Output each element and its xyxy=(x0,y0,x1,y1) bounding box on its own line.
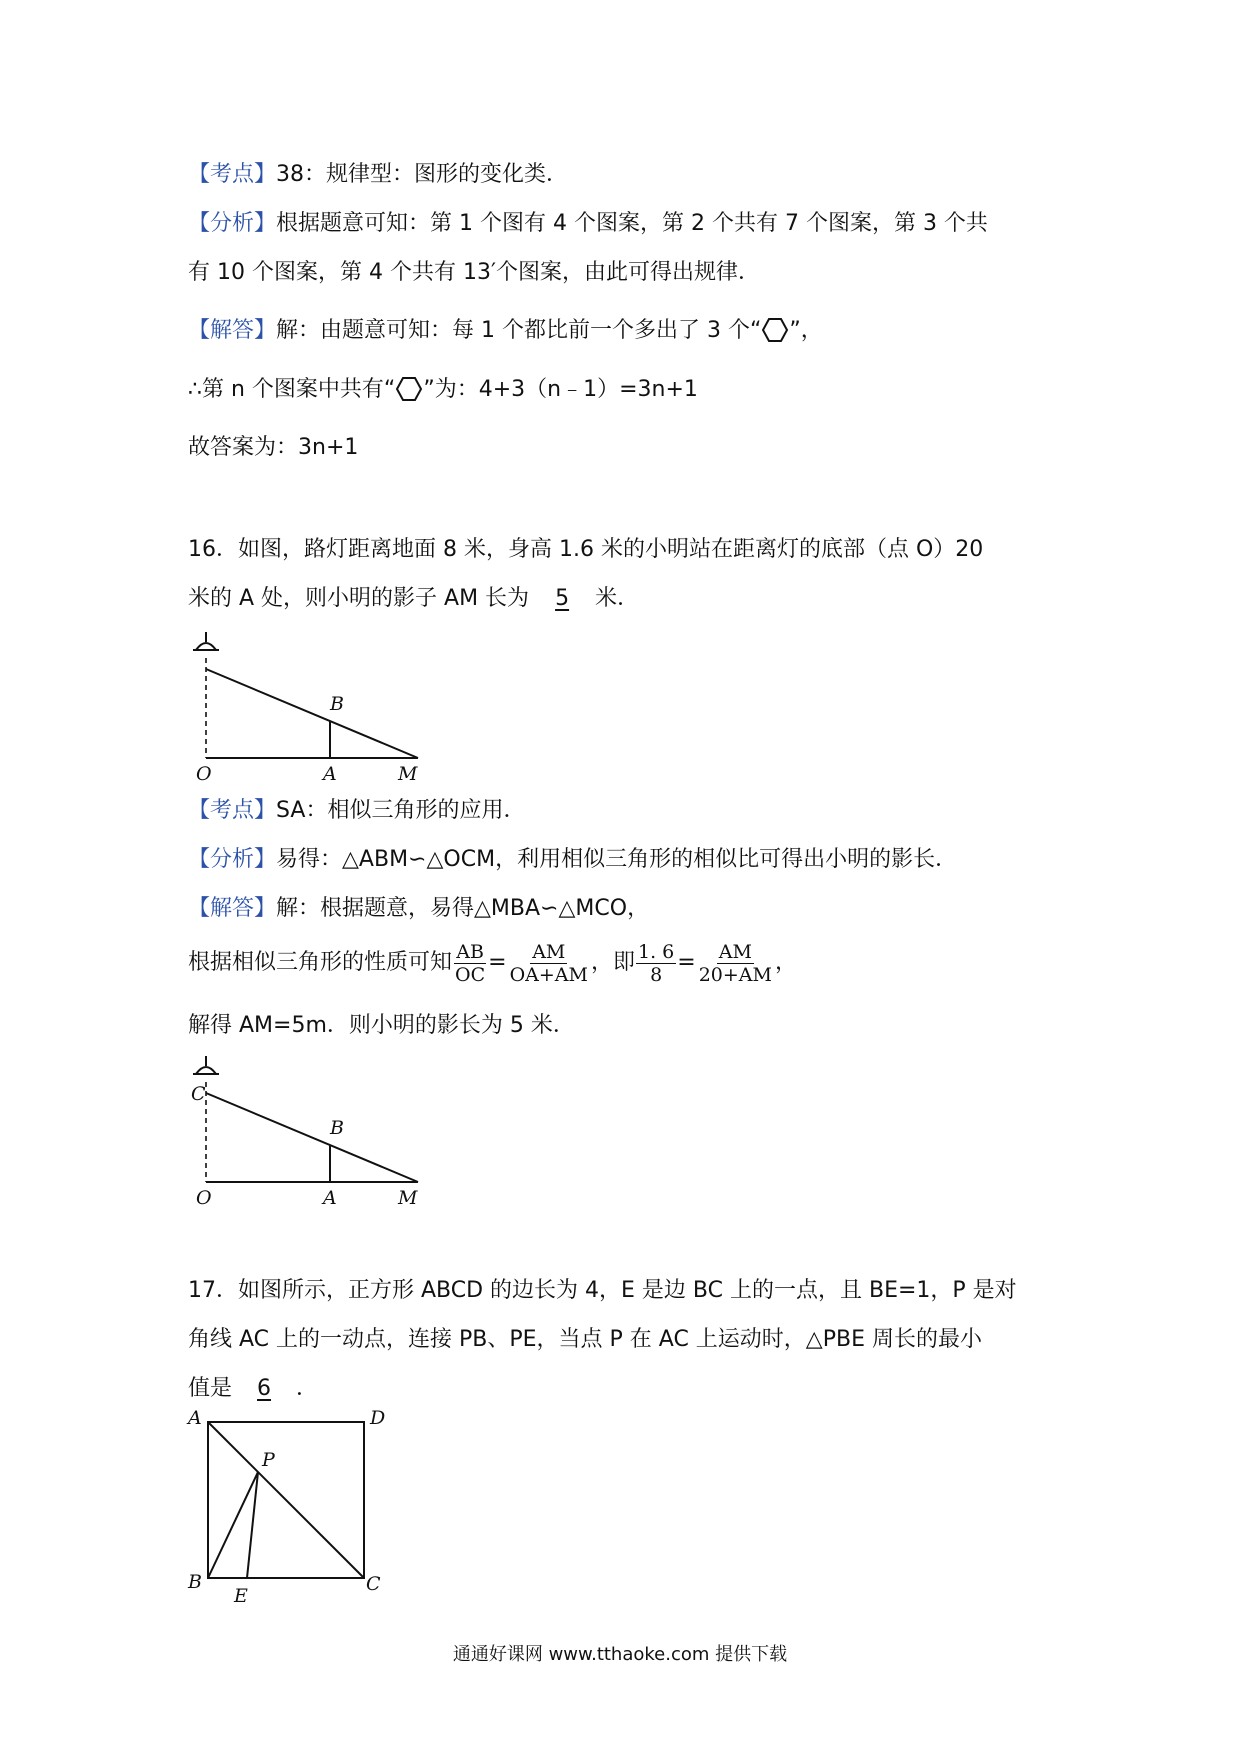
frac-num: AM xyxy=(718,940,752,963)
proportion-post: ， xyxy=(774,950,797,975)
segment-pe xyxy=(247,1472,258,1578)
proportion-mid: ，即 xyxy=(590,950,635,975)
label-B: B xyxy=(188,1571,202,1593)
fraction-ab-oc xyxy=(453,941,487,986)
hexagon-icon xyxy=(761,316,789,344)
stem-text: 米的 A 处，则小明的影子 AM 长为 xyxy=(188,586,530,611)
label-C: C xyxy=(366,1573,381,1595)
proportion-pre: 根据相似三角形的性质可知 xyxy=(188,950,453,975)
page-footer: 通通好课网 www.tthaoke.com 提供下载 xyxy=(452,1644,788,1665)
lamp-icon xyxy=(193,632,219,650)
frac-den: OC xyxy=(455,963,486,986)
frac-den: 20+AM xyxy=(698,963,772,986)
q16-jieda xyxy=(188,894,649,924)
frac-num: AM xyxy=(532,940,566,963)
q17-stem-line1: 17．如图所示，正方形 ABCD 的边长为 4，E 是边 BC 上的一点，且 BE=1，P 是对 xyxy=(188,1278,1017,1303)
q16-stem-line2 xyxy=(188,584,639,614)
label-A: A xyxy=(323,1187,337,1209)
lamp-icon xyxy=(193,1056,219,1074)
jieda-tag: 【解答】 xyxy=(188,318,277,343)
segment-pb xyxy=(208,1472,258,1578)
equals-sign: = xyxy=(677,950,696,975)
kaodian-tag: 【考点】 xyxy=(188,162,277,187)
q15-jieda xyxy=(188,316,823,346)
fraction-1-6-8 xyxy=(636,941,676,986)
kaodian-text: SA：相似三角形的应用． xyxy=(276,798,526,823)
q15-kaodian xyxy=(188,160,568,190)
jieda-text: 解：由题意可知：每 1 个都比前一个多出了 3 个“ xyxy=(276,318,762,343)
fenxi-text: 易得：△ABM∽△OCM，利用相似三角形的相似比可得出小明的影长． xyxy=(276,847,958,872)
label-E: E xyxy=(234,1585,248,1607)
label-M: M xyxy=(398,1187,418,1209)
frac-den: 8 xyxy=(650,963,663,986)
light-ray xyxy=(206,669,418,758)
formula-pre: ∴第 n 个图案中共有“ xyxy=(188,377,396,402)
fraction-am-20-am xyxy=(697,941,774,986)
equals-sign: = xyxy=(488,950,507,975)
q17-stem-line2: 角线 AC 上的一动点，连接 PB、PE，当点 P 在 AC 上运动时，△PBE 周长的最小 xyxy=(188,1327,982,1352)
fraction-am-oa-am xyxy=(508,941,590,986)
label-D: D xyxy=(370,1407,386,1429)
label-C: C xyxy=(191,1083,206,1105)
q16-stem-line1: 16．如图，路灯距离地面 8 米，身高 1.6 米的小明站在距离灯的底部（点 O）20 xyxy=(188,537,984,562)
q17-stem-line3 xyxy=(188,1374,318,1404)
jieda-text-end: ”， xyxy=(789,318,823,343)
q16-kaodian xyxy=(188,796,525,826)
answer-blank: 6 xyxy=(257,1376,272,1401)
kaodian-tag: 【考点】 xyxy=(188,798,277,823)
label-P: P xyxy=(262,1449,275,1471)
label-A: A xyxy=(323,763,337,785)
label-B: B xyxy=(330,1117,344,1139)
frac-den: OA+AM xyxy=(509,963,588,986)
stem-end: 米． xyxy=(595,586,640,611)
hexagon-icon xyxy=(395,375,423,403)
label-O: O xyxy=(196,1187,212,1209)
formula-post: ”为：4+3（n﹣1）=3n+1 xyxy=(423,377,698,402)
q17-square-figure xyxy=(188,1408,398,1606)
stem-end: ． xyxy=(296,1376,319,1401)
frac-num: 1. 6 xyxy=(638,940,675,963)
q15-formula-line xyxy=(188,375,698,405)
q15-fenxi xyxy=(188,209,988,239)
q15-fenxi-cont: 有 10 个图案，第 4 个共有 13′个图案，由此可得出规律． xyxy=(188,260,760,285)
stem-text: 值是 xyxy=(188,1376,233,1401)
q16-solution-figure xyxy=(188,1052,428,1209)
q16-proportion-line xyxy=(188,935,797,991)
label-O: O xyxy=(196,763,212,785)
frac-num: AB xyxy=(456,940,484,963)
kaodian-text: 38：规律型：图形的变化类． xyxy=(276,162,569,187)
label-B: B xyxy=(330,693,344,715)
q16-figure xyxy=(188,628,428,785)
label-A: A xyxy=(188,1407,202,1429)
q16-solve-line: 解得 AM=5m．则小明的影长为 5 米． xyxy=(188,1013,575,1038)
light-ray xyxy=(206,1093,418,1182)
fenxi-text: 根据题意可知：第 1 个图有 4 个图案，第 2 个共有 7 个图案，第 3 个共 xyxy=(276,211,988,236)
answer-blank: 5 xyxy=(555,586,570,611)
fenxi-tag: 【分析】 xyxy=(188,211,277,236)
diagonal-ac xyxy=(208,1422,364,1578)
label-M: M xyxy=(398,763,418,785)
q16-fenxi xyxy=(188,845,957,875)
fenxi-tag: 【分析】 xyxy=(188,847,277,872)
q15-answer: 故答案为：3n+1 xyxy=(188,435,359,460)
jieda-tag: 【解答】 xyxy=(188,896,277,921)
jieda-text: 解：根据题意，易得△MBA∽△MCO， xyxy=(276,896,650,921)
